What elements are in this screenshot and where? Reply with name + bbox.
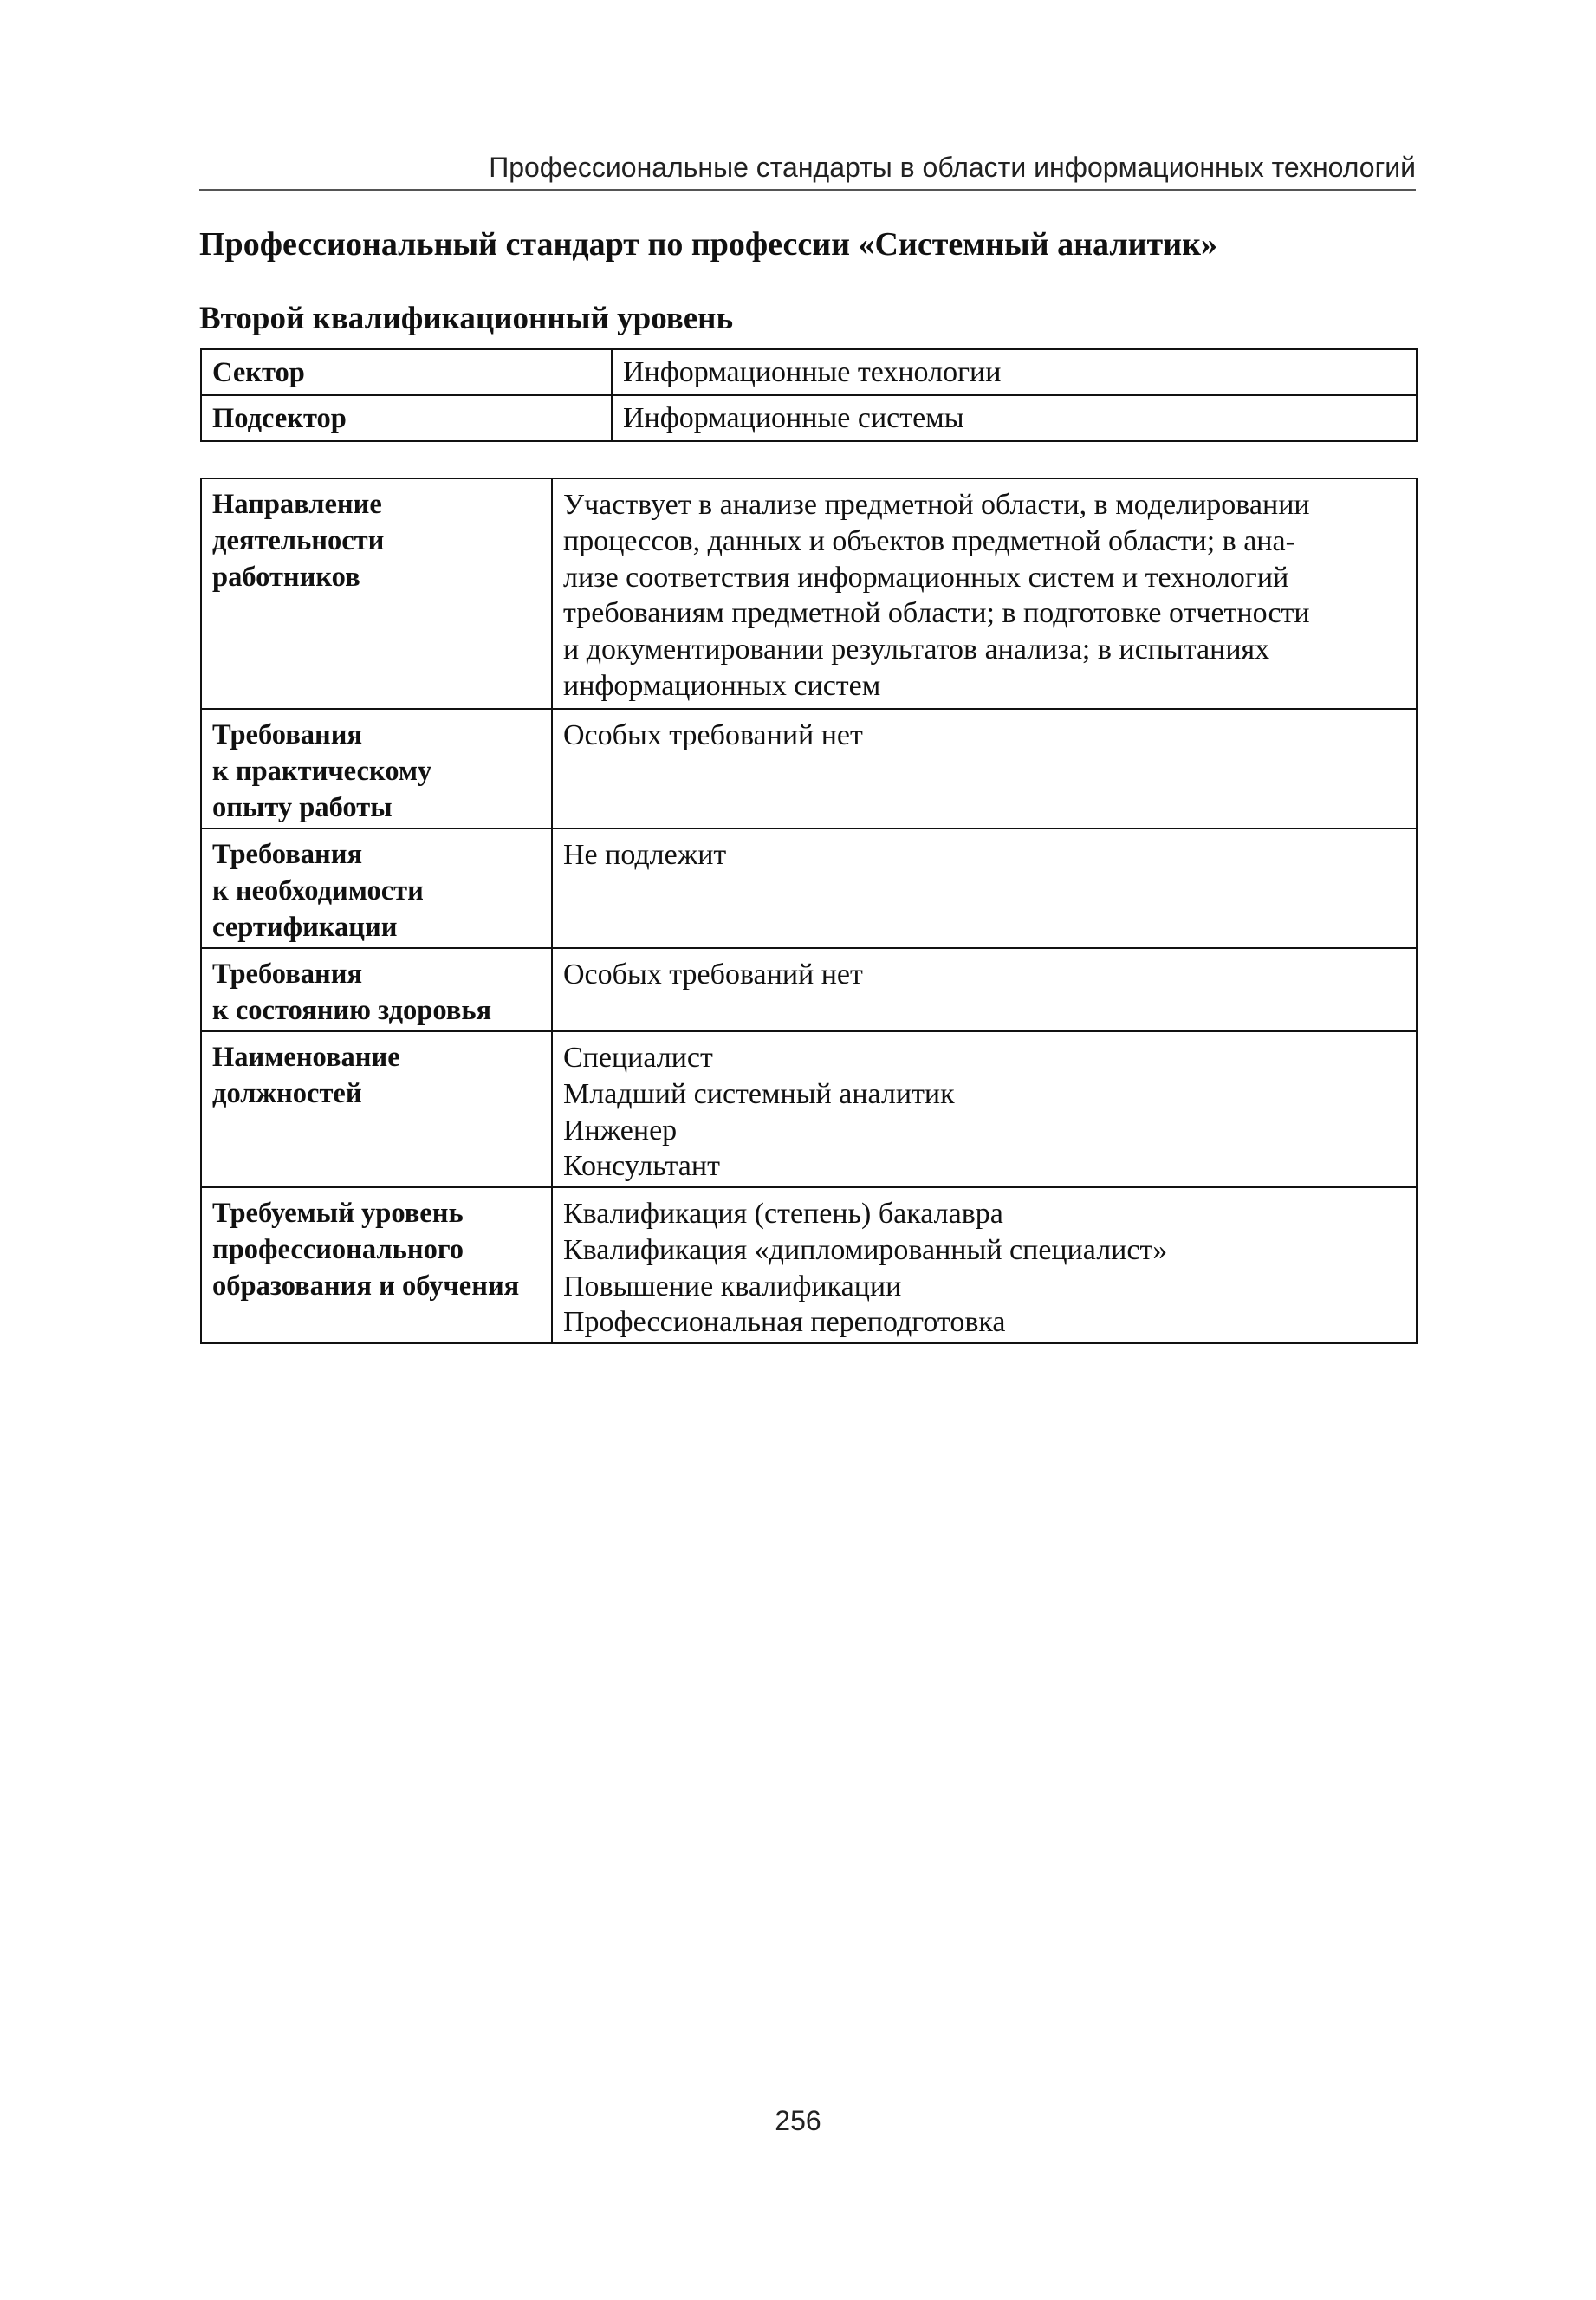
table-row: [201, 395, 1417, 441]
value-line: Особых требований нет: [563, 958, 863, 991]
document-title: Профессиональный стандарт по профессии «Системный аналитик»: [199, 226, 1217, 263]
job-titles-value: [552, 1031, 1417, 1187]
value-line: требованиям предметной области; в подготовке отчетности: [563, 597, 1310, 630]
label-line: работников: [212, 561, 360, 593]
value-line: Квалификация (степень) бакалавра: [563, 1198, 1003, 1230]
work-experience-requirements-label: [201, 709, 552, 828]
value-line: Повышение квалификации: [563, 1270, 902, 1303]
subsector-label: Подсектор: [201, 395, 612, 441]
sector-label: Сектор: [201, 349, 612, 395]
certification-requirements-label: [201, 828, 552, 948]
value-line: Особых требований нет: [563, 719, 863, 751]
health-requirements-label: [201, 948, 552, 1031]
education-level-value: [552, 1187, 1417, 1343]
label-line: сертификации: [212, 911, 398, 943]
label-line: Требуемый уровень: [212, 1198, 464, 1229]
value-line: Профессиональная переподготовка: [563, 1306, 1006, 1339]
running-header: [199, 147, 1416, 191]
label-line: Требования: [212, 719, 363, 750]
label-line: образования и обучения: [212, 1270, 520, 1302]
value-line: лизе соответствия информационных систем и технологий: [563, 561, 1289, 594]
value-line: Младший системный аналитик: [563, 1077, 955, 1110]
running-header-title: Профессиональные стандарты в области информационных технологий: [489, 152, 1416, 183]
label-line: Наименование: [212, 1042, 400, 1073]
qualification-details-table: [200, 478, 1418, 1344]
label-line: к практическому: [212, 755, 432, 787]
table-row: [201, 1031, 1417, 1187]
table-row: [201, 828, 1417, 948]
label-line: Направление: [212, 489, 382, 520]
job-titles-label: [201, 1031, 552, 1187]
value-line: и документировании результатов анализа; в испытаниях: [563, 633, 1270, 666]
label-line: деятельности: [212, 524, 385, 556]
label-line: Требования: [212, 958, 363, 990]
value-line: Не подлежит: [563, 839, 727, 871]
qualification-level-title: Второй квалификационный уровень: [199, 301, 734, 336]
value-line: Специалист: [563, 1042, 713, 1074]
table-row: [201, 948, 1417, 1031]
work-experience-requirements-value: [552, 709, 1417, 828]
label-line: должностей: [212, 1077, 362, 1109]
page-number: 256: [775, 2105, 821, 2136]
table-row: [201, 349, 1417, 395]
certification-requirements-value: [552, 828, 1417, 948]
value-line: процессов, данных и объектов предметной области; в ана-: [563, 524, 1295, 557]
health-requirements-value: [552, 948, 1417, 1031]
value-line: Инженер: [563, 1114, 678, 1147]
label-line: опыту работы: [212, 791, 393, 823]
table-row: [201, 1187, 1417, 1343]
label-line: к состоянию здоровья: [212, 994, 492, 1026]
sector-table: [200, 348, 1418, 442]
value-line: Консультант: [563, 1150, 720, 1183]
education-level-label: [201, 1187, 552, 1343]
value-line: Участвует в анализе предметной области, в моделировании: [563, 489, 1310, 521]
label-line: профессионального: [212, 1233, 464, 1265]
activity-direction-label: [201, 478, 552, 709]
sector-value: Информационные технологии: [612, 349, 1417, 395]
label-line: к необходимости: [212, 874, 424, 906]
label-line: Требования: [212, 839, 363, 870]
value-line: информационных систем: [563, 669, 881, 702]
table-row: [201, 709, 1417, 828]
value-line: Квалификация «дипломированный специалист»: [563, 1233, 1168, 1266]
activity-direction-value: [552, 478, 1417, 709]
subsector-value: Информационные системы: [612, 395, 1417, 441]
table-row: [201, 478, 1417, 709]
